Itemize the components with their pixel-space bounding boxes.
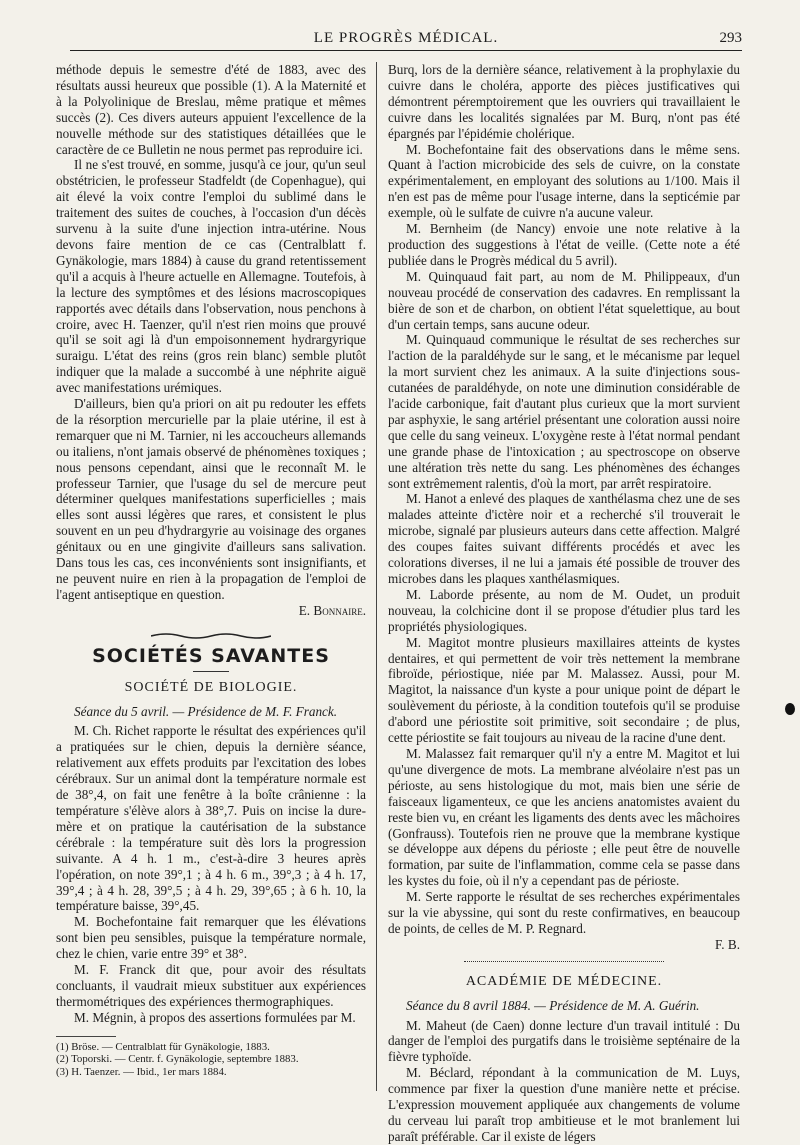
section-title: SOCIÉTÉS SAVANTES [92,644,330,667]
society-title: ACADÉMIE DE MÉDECINE. [465,973,663,989]
society-title: SOCIÉTÉ DE BIOLOGIE. [124,679,298,695]
paragraph: M. Ch. Richet rapporte le résultat des expériences qu'il a pratiquées sur le chien, depuis la dernière séance, relativement aux effets produits par l'excitation des lobes cérébraux. Sur un animal dont la température normale est de 38°,4, on fait une fenêtre à la boîte crânienne : la température s'élève alors à 38°,7. Puis on incise la dure-mère et on pratique la cautérisation de la substance cérébrale : la température suit dès lors la progression suivante. A 4 h. 1 m., c'est-à-dire 3 heures après l'opération, on note 39°,1 ; à 4 h. 6 m., 39°,3 ; à 4 h. 17, 39°,4 ; à 4 h. 28, 39°,5 ; à 4 h. 29, 39°,65 ; à 6 h. 10, la température baisse, 39°,45. [56,723,366,914]
paragraph: M. Malassez fait remarquer qu'il n'y a entre M. Magitot et lui qu'une divergence de mots. La membrane alvéolaire n'est pas un périoste, au sens histologique du mot, mais bien une série de faisceaux ligamenteux, ce que les anciens anatomistes avaient du reste bien vu, en créant les ligaments des dents avec les mâchoires (Gonfrauss). Toutefois rien ne prouve que la membrane kystique se développe aux dépens du périoste ; elle peut être de nouvelle formation, par suite de l'inflammation, comme cela se passe dans les kystes du foie, où il n'y a cependant pas de périoste. [388,745,740,889]
paragraph: M. Magitot montre plusieurs maxillaires atteints de kystes dentaires, et qui permettent de voir très nettement la membrane fibroïde, périostique, niée par M. Malassez. Aussi, pour M. Magitot, la naissance d'un kyste a pour unique point de départ le soulèvement du périoste, à la condition toutefois qu'il se produise d'abord une périostite soit primitive, soit secondaire ; de plus, cette périostite se fait toujours au niveau de la racine d'une dent. [388,634,740,746]
paragraph: M. F. Franck dit que, pour avoir des résultats concluants, il vaudrait mieux substituer aux expériences thermométriques des expériences thermographiques. [56,962,366,1009]
paragraph: M. Bochefontaine fait des observations dans le même sens. Quant à l'action microbicide des sels de cuivre, on la constate expérimentalement, en employant des solutions au 1/100. Mais il n'en est pas de même pour l'usage interne, dans la septicémie par exemple, où le sulfate de cuivre n'a aucune valeur. [388,141,740,221]
paragraph: Il ne s'est trouvé, en somme, jusqu'à ce jour, qu'un seul obstétricien, le professeur Stadfeldt (de Copenhague), qui ait élevé la voix contre l'emploi du sublimé dans le traitement des suites de couches, à l'occasion d'un décès survenu à la suite d'une injection intra-utérine. Nous devons faire mention de ce cas (Centralblatt f. Gynäkologie, mars 1884) à cause du grand retentissement qu'il a acquis à l'heure actuelle en Allemagne. Toutefois, à la lecture des symptômes et des lésions macroscopiques rapportés avec détails dans l'observation, nous penchons à croire, avec H. Taenzer, qu'il n'est rien moins que prouvé qu'il se soit agi là d'un empoisonnement hydrargyrique suraigu. L'état des reins (gros rein blanc) semble plutôt indiquer que la malade a succombé à une néphrite aiguë avec manifestations urémiques. [56,157,366,396]
footnote-rule [56,1036,116,1037]
footnote: (1) Bröse. — Centralblatt für Gynäkologie, 1883. [56,1040,270,1053]
section-separator [464,961,664,962]
paragraph: M. Béclard, répondant à la communication de M. Luys, commence par fixer la question d'une manière nette et précise. L'expression mouvement appliquée aux changements de volume du cerveau lui paraît trop ambitieuse et le mot branlement lui paraît préférable. Car il existe de légers [388,1065,740,1144]
left-column [56,62,366,1093]
paragraph: M. Mégnin, à propos des assertions formulées par M. [74,1009,356,1025]
paragraph: M. Hanot a enlevé des plaques de xanthélasma chez une de ses malades atteinte d'ictère noir et a recherché s'il trouverait le microbe, signalé par plusieurs auteurs dans cette affection. Malgré des coupes faites suivant différents procédés et avec les colorations diverses, il ne lui a jamais été possible de trouver des microbes dans les plaques xanthélasmiques. [388,491,740,586]
paragraph: M. Bernheim (de Nancy) envoie une note relative à la production des suggestions à l'état de veille. (Cette note a été publiée dans le Progrès médical du 5 avril). [388,221,740,268]
page-number: 293 [719,30,742,46]
margin-ink-dot [785,703,795,715]
footnote: (2) Toporski. — Centr. f. Gynäkologie, septembre 1883. [56,1053,299,1066]
title-rule [193,671,229,672]
footnote: (3) H. Taenzer. — Ibid., 1er mars 1884. [56,1065,227,1078]
author-signature: F. B. [715,936,740,952]
paragraph: M. Laborde présente, au nom de M. Oudet, un produit nouveau, la colchicine dont il se propose d'étudier plus tard les propriétés physiologiques. [388,586,740,634]
paragraph: M. Maheut (de Caen) donne lecture d'un travail intitulé : Du danger de l'emploi des purgatifs dans le troisième septénaire de la fièvre typhoïde. [388,1017,740,1065]
column-divider [376,62,377,1091]
session-line: Séance du 5 avril. — Présidence de M. F. Franck. [74,703,338,719]
paragraph: Burq, lors de la dernière séance, relativement à la prophylaxie du cuivre dans le choléra, apporte des pièces justificatives qui démontrent péremptoirement que les ouvriers qui travaillaient le cuivre dans les localités signalées par M. Burq, n'ont pas été épargnés par l'épidémie cholérique. [388,62,740,141]
right-column [388,62,740,1144]
paragraph: M. Serte rapporte le résultat de ses recherches expérimentales sur la vie abyssine, qui sont du reste confirmatives, en beaucoup de points, de celles de M. P. Regnard. [388,889,740,936]
journal-title: LE PROGRÈS MÉDICAL. [313,30,499,46]
page-header [70,28,742,51]
session-line: Séance du 8 avril 1884. — Présidence de M. A. Guérin. [406,997,700,1013]
paragraph: M. Quinquaud fait part, au nom de M. Philippeaux, d'un nouveau procédé de conservation des cadavres. En remplissant la bière de son et de charbon, on obtient l'état squelettique, au bout d'un certain temps, sans aucune odeur. [388,268,740,332]
paragraph: M. Quinquaud communique le résultat de ses recherches sur l'action de la paraldéhyde sur le sang, et le mécanisme par lequel la mort survient chez les animaux. A la suite d'injections sous-cutanées de paraldéhyde, on note une diminution considérable de l'acide carbonique, fait d'autant plus curieux que la mort survient par asphyxie, le sang artériel présentant une coloration aussi noire que celle du sang veineux. L'oxygène reste à l'état normal pendant une grande phase de l'intoxication ; au spectroscope on observe une altération très nette du sang. Les phénomènes des échanges sont extrêmement ralentis, d'où la mort, par arrêt respiratoire. [388,332,740,491]
ornament-rule [151,631,271,641]
paragraph: méthode depuis le semestre d'été de 1883, avec des résultats aussi heureux que possible (1). A la Maternité et à la Polyolinique de Breslau, même pratique et mêmes succès (2). Ces divers auteurs appuient l'excellence de la nouvelle méthode sur des statistiques détaillées que le caractère de ce Bulletin ne nous permet pas reproduire ici. [56,62,366,157]
paragraph: M. Bochefontaine fait remarquer que les élévations sont bien peu sensibles, puisque la température normale, chez le chien, varie entre 39° et 38°. [56,914,366,962]
paragraph: D'ailleurs, bien qu'a priori on ait pu redouter les effets de la résorption mercurielle par la plaie utérine, il est à remarquer que ni M. Tarnier, ni les accoucheurs allemands ou italiens, n'ont jamais observé de phénomènes toxiques ; nous pensons cependant, ainsi que le reconnaît M. le professeur Tarnier, que l'usage du sel de mercure peut déterminer quelques manifestations superficielles ; mais elles sont aussi légères que rares, et consistent le plus souvent en un peu d'hydrargyrie au voisinage des organes génitaux ou en une gingivite d'ailleurs sans salivation. Dans tous les cas, ces inconvénients sont insignifiants, et ne peuvent nuire en rien à la propagation de l'emploi de l'agent antiseptique en question. [56,396,366,602]
author-signature: E. Bonnaire. [298,602,366,618]
